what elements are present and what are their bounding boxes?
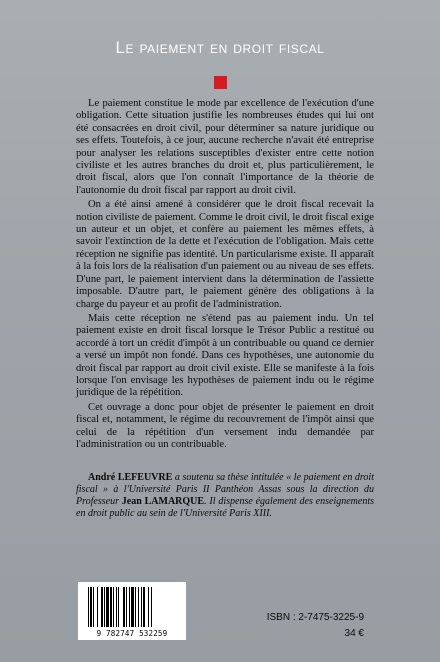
supervisor-first-name: Jean (121, 496, 142, 507)
blurb-paragraph-2: On a été ainsi amené à considérer que le droit fiscal recevait la notion civiliste de paiement. Comme le droit civil, le droit fiscal exige un auteur et un objet, et confère au paiement les mêmes effets, à savoir l'extinction de la dette et l'exécution de l'obligation. Mais cette réception ne signifie pas identité. Un particularisme existe. Il apparaît à la fois lors de la réalisation d'un paiement ou au niveau de ses effets. D'une part, le paiement intervient dans la détermination de l'assiette imposable. D'autre part, le paiement génère des obligations à la charge du payeur et au profit de l'administration. (76, 199, 374, 310)
barcode-icon (88, 587, 180, 627)
price: 34 € (344, 628, 364, 639)
author-bio-text-1: a soutenu sa thèse intitulée « le paiement en droit fiscal » à l'Université Paris II Panthéon Assas sous la direction du Professeur (76, 472, 374, 507)
blurb-text (76, 98, 374, 451)
supervisor-last-name: LAMARQUE (144, 496, 205, 507)
barcode-box (78, 582, 186, 640)
author-bio-text-2: . Il dispense également des enseignements en droit public au sein de l'Université Paris XIII. (76, 496, 374, 519)
author-bio (76, 472, 374, 520)
blurb-paragraph-1: Le paiement constitue le mode par excellence de l'exécution d'une obligation. Cette situation justifie les nombreuses études qui lui ont été consacrées en droit civil, pour déterminer sa nature juridique ou ses effets. Toutefois, à ce jour, aucune recherche n'avait été entreprise pour analyser les relations susceptibles d'exister entre cette notion civiliste et les autres branches du droit et, plus particulièrement, le droit fiscal, alors que l'on connaît l'importance de la théorie de l'autonomie du droit fiscal par rapport au droit civil. (76, 98, 374, 196)
blurb-paragraph-3: Mais cette réception ne s'étend pas au paiement indu. Un tel paiement existe en droit fiscal lorsque le Trésor Public a restitué ou accordé à tort un crédit d'impôt à un contribuable ou quand ce dernier a versé un impôt non fondé. Dans ces hypothèses, une autonomie du droit fiscal par rapport au droit civil existe. Elle se manifeste à la fois lorsque l'on envisage les hypothèses de paiement indu ou le régime juridique de la répétition. (76, 312, 374, 399)
barcode-digits: 9 782747 532259 (96, 629, 168, 638)
author-name: André LEFEUVRE (88, 472, 173, 483)
blurb-paragraph-4: Cet ouvrage a donc pour objet de présenter le paiement en droit fiscal et, notamment, le régime du recouvrement de l'impôt ainsi que celui de la répétition d'un versement indu demandée par l'administration ou un contribuable. (76, 401, 374, 450)
red-square-mark (214, 76, 227, 89)
book-title: Le paiement en droit fiscal (115, 38, 325, 57)
barcode-bar (152, 587, 153, 627)
isbn: ISBN : 2-7475-3225-9 (266, 612, 364, 623)
